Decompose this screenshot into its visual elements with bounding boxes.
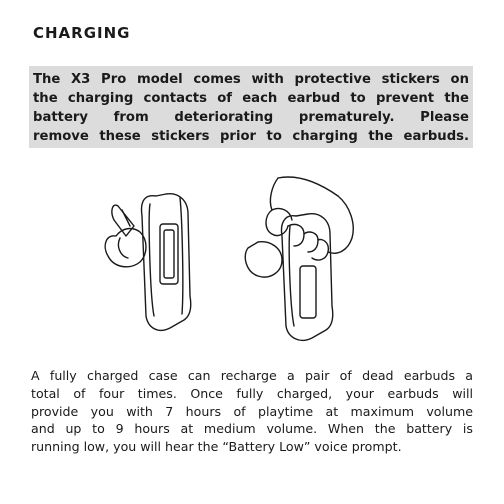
hand-charging-illustration — [238, 176, 358, 356]
notice-line: remove these stickers prior to charging the earbuds. — [33, 129, 469, 144]
notice-box — [29, 66, 473, 148]
body-line: and up to 9 hours at medium volume. When the battery is — [31, 421, 473, 437]
body-line: total of four times. Once fully charged, your earbuds will — [31, 385, 473, 401]
body-line: A fully charged case can recharge a pair of dead earbuds a — [31, 368, 473, 383]
body-paragraph — [31, 367, 473, 456]
notice-line: the charging contacts of each earbud to prevent the — [33, 91, 469, 106]
notice-line: battery from deteriorating prematurely. Please — [33, 110, 469, 125]
body-line: provide you with 7 hours of playtime at maximum volume — [31, 403, 473, 419]
notice-line: The X3 Pro model comes with protective stickers on — [33, 72, 469, 87]
section-heading: CHARGING — [33, 24, 131, 42]
earbud-sticker-illustration — [96, 176, 206, 356]
body-line: running low, you will hear the “Battery Low” voice prompt. — [31, 439, 402, 455]
